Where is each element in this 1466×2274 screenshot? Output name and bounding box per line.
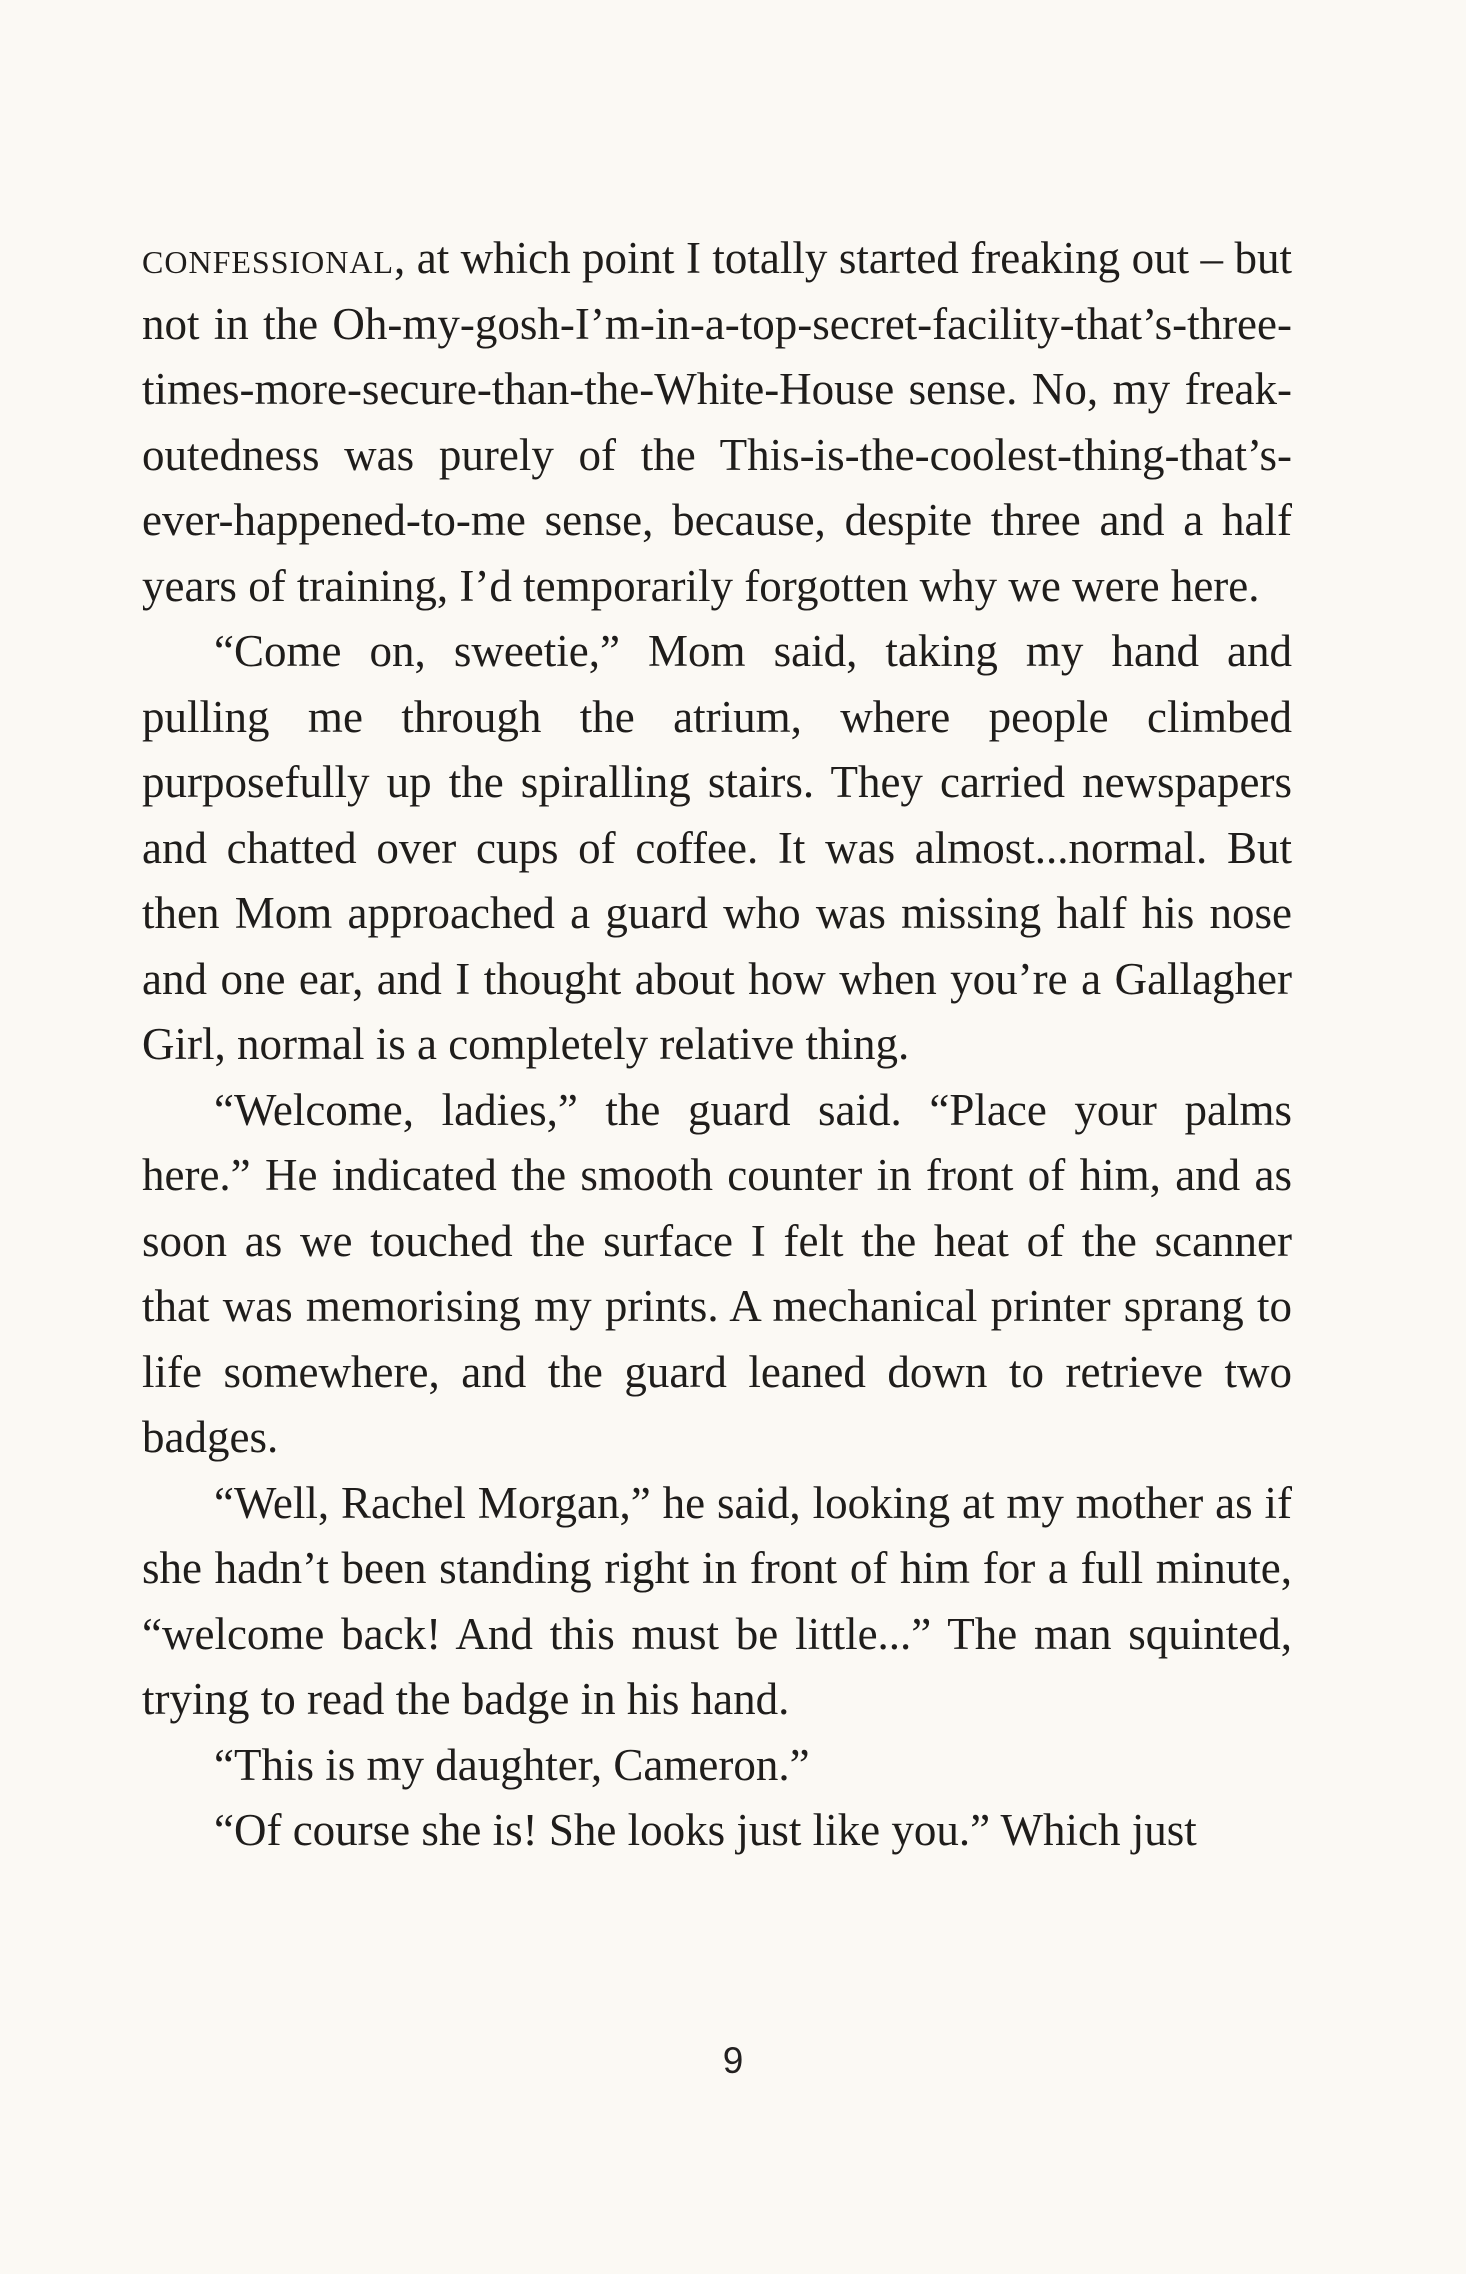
paragraph-3: “Welcome, ladies,” the guard said. “Place your palms here.” He indicated the smooth counter in front of him, and as soon as we touched the surface I felt the heat of the scanner that was memorising my prints. A mechanical printer sprang to life somewhere, and the guard leaned down to retrieve two badges.: [142, 1084, 1292, 1462]
small-caps-lead: confessional: [142, 233, 395, 283]
paragraph-6: “Of course she is! She looks just like you.” Which just: [214, 1805, 1197, 1855]
paragraph-2: “Come on, sweetie,” Mom said, taking my hand and pulling me through the atrium, where people climbed purposefully up the spiralling stairs. They carried newspapers and chatted over cups of coffee. It was almost...normal. But then Mom approached a guard who was missing half his nose and one ear, and I thought about how when you’re a Gallagher Girl, normal is a completely relative thing.: [142, 626, 1292, 1069]
paragraph-4: “Well, Rachel Morgan,” he said, looking at my mother as if she hadn’t been standing right in front of him for a full minute, “welcome back! And this must be little...” The man squinted, trying to read the badge in his hand.: [142, 1477, 1292, 1724]
paragraph-1: [142, 226, 1292, 619]
body-text: [142, 226, 1292, 1864]
paragraph-1-text: , at which point I totally started freaking out – but not in the Oh-my-gosh-I’m-in-a-top-secret-facility-that’s-three-times-more-secure-than-the-White-House sense. No, my freak-outedness was purely of the This-is-the-coolest-thing-that’s-ever-happened-to-me sense, because, despite three and a half years of training, I’d temporarily forgotten why we were here.: [142, 233, 1292, 611]
page-number: 9: [722, 2040, 744, 2081]
paragraph-5: “This is my daughter, Cameron.”: [214, 1739, 810, 1790]
